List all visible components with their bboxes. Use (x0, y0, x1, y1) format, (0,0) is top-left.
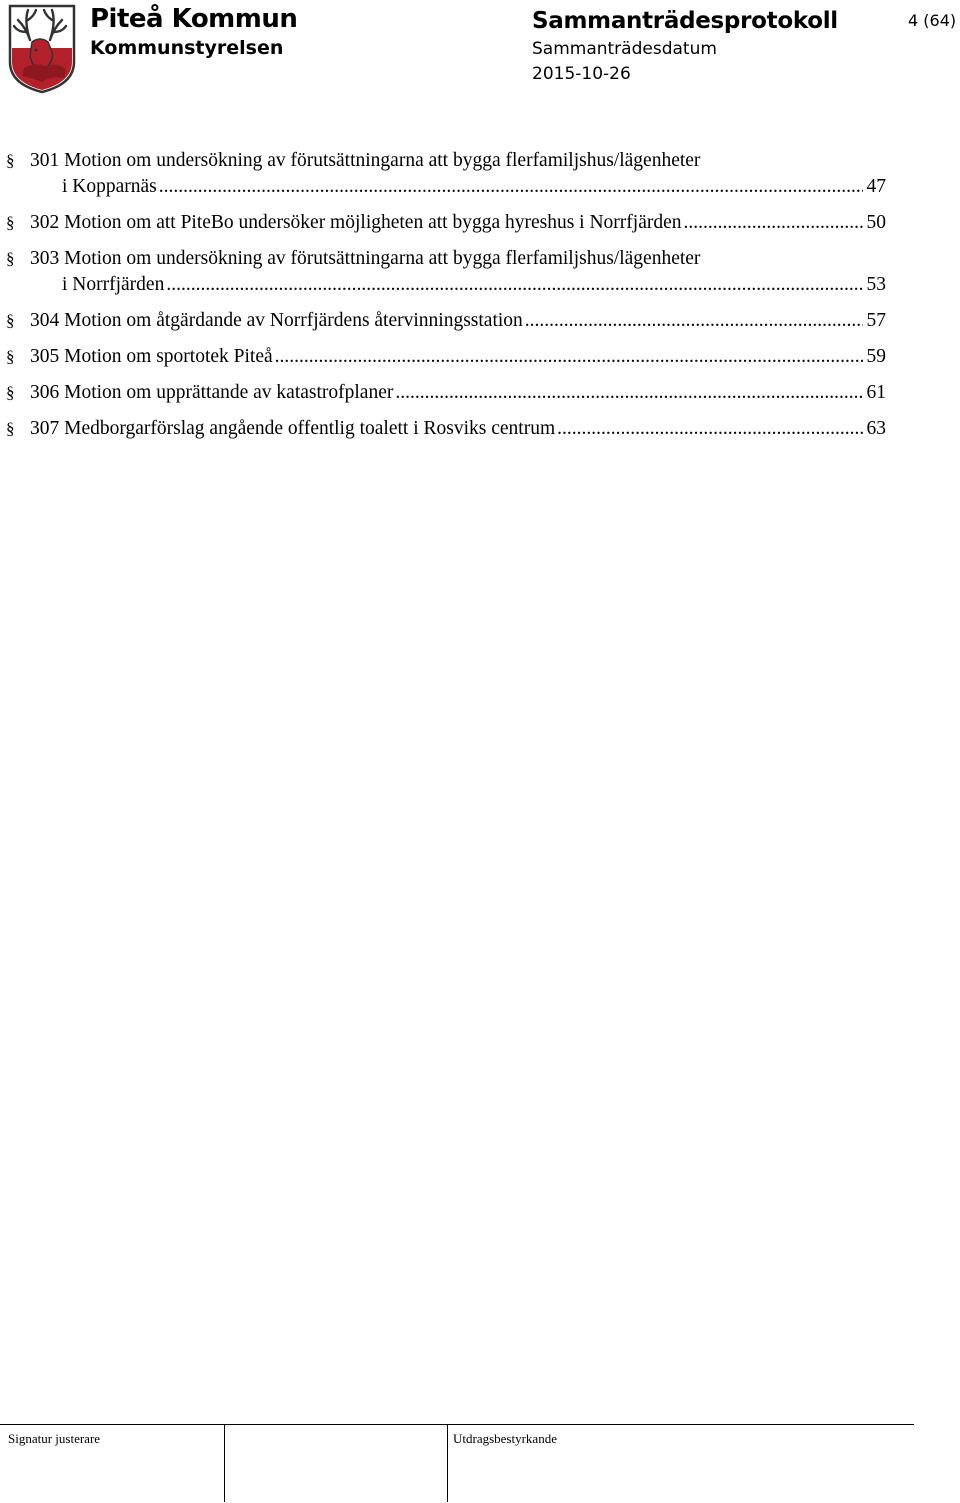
toc-entry[interactable] (0, 380, 960, 406)
doc-title: Sammanträdesprotokoll (532, 8, 838, 34)
dot-leader (684, 210, 863, 236)
toc-entry-title: 301 Motion om undersökning av förutsättningarna att bygga flerfamiljshus/lägenheter (30, 150, 701, 171)
toc-page-number: 50 (866, 212, 886, 233)
section-sign-icon: § (6, 383, 15, 402)
toc-entry-line (30, 380, 886, 406)
toc-entry[interactable] (0, 210, 960, 236)
toc-page-number: 59 (866, 346, 886, 367)
toc-entry-line (30, 344, 886, 370)
toc-entry-title: 307 Medborgarförslag angående offentlig toalett i Rosviks centrum (30, 418, 556, 439)
page-header (0, 0, 960, 100)
toc-entry-line (62, 272, 886, 298)
page-number: 4 (64) (908, 11, 957, 30)
toc-entry-line (30, 148, 886, 174)
toc-entry-title: 306 Motion om upprättande av katastrofplaner (30, 382, 394, 403)
reindeer-coat-of-arms-icon (6, 2, 78, 94)
toc-entry-title: 304 Motion om åtgärdande av Norrfjärdens återvinningsstation (30, 310, 523, 331)
section-sign-icon: § (6, 249, 15, 268)
meeting-date-value: 2015-10-26 (532, 64, 631, 84)
signature-label: Signatur justerare (8, 1431, 101, 1446)
dot-leader (395, 380, 862, 406)
section-sign-icon: § (6, 213, 15, 232)
toc-entry-title: i Kopparnäs (62, 176, 157, 197)
toc-page-number: 61 (866, 382, 886, 403)
dot-leader (557, 416, 862, 442)
toc-entry[interactable] (0, 148, 960, 200)
toc-entry-title: 303 Motion om undersökning av förutsättningarna att bygga flerfamiljshus/lägenheter (30, 248, 701, 269)
meeting-date-label: Sammanträdesdatum (532, 39, 717, 59)
dot-leader (159, 174, 863, 200)
table-of-contents (0, 148, 960, 452)
toc-entry-title: 305 Motion om sportotek Piteå (30, 346, 273, 367)
signature-footer (0, 1424, 914, 1502)
toc-page-number: 47 (866, 176, 886, 197)
extract-certification-label: Utdragsbestyrkande (453, 1431, 557, 1446)
toc-entry-title: 302 Motion om att PiteBo undersöker möjligheten att bygga hyreshus i Norrfjärden (30, 212, 682, 233)
dot-leader (166, 272, 862, 298)
toc-entry-line (30, 308, 886, 334)
org-name: Piteå Kommun (90, 4, 298, 34)
dot-leader (275, 344, 863, 370)
section-sign-icon: § (6, 419, 15, 438)
toc-page-number: 57 (866, 310, 886, 331)
toc-entry[interactable] (0, 416, 960, 442)
toc-entry[interactable] (0, 344, 960, 370)
section-sign-icon: § (6, 311, 15, 330)
toc-page-number: 53 (866, 274, 886, 295)
toc-entry[interactable] (0, 246, 960, 298)
toc-entry-line (62, 174, 886, 200)
footer-divider (224, 1425, 225, 1502)
toc-entry[interactable] (0, 308, 960, 334)
dot-leader (525, 308, 863, 334)
section-sign-icon: § (6, 151, 15, 170)
toc-entry-title: i Norrfjärden (62, 274, 165, 295)
section-sign-icon: § (6, 347, 15, 366)
toc-page-number: 63 (866, 418, 886, 439)
org-unit: Kommunstyrelsen (90, 37, 284, 59)
toc-entry-line (30, 246, 886, 272)
footer-divider (447, 1425, 448, 1502)
toc-entry-line (30, 416, 886, 442)
toc-entry-line (30, 210, 886, 236)
